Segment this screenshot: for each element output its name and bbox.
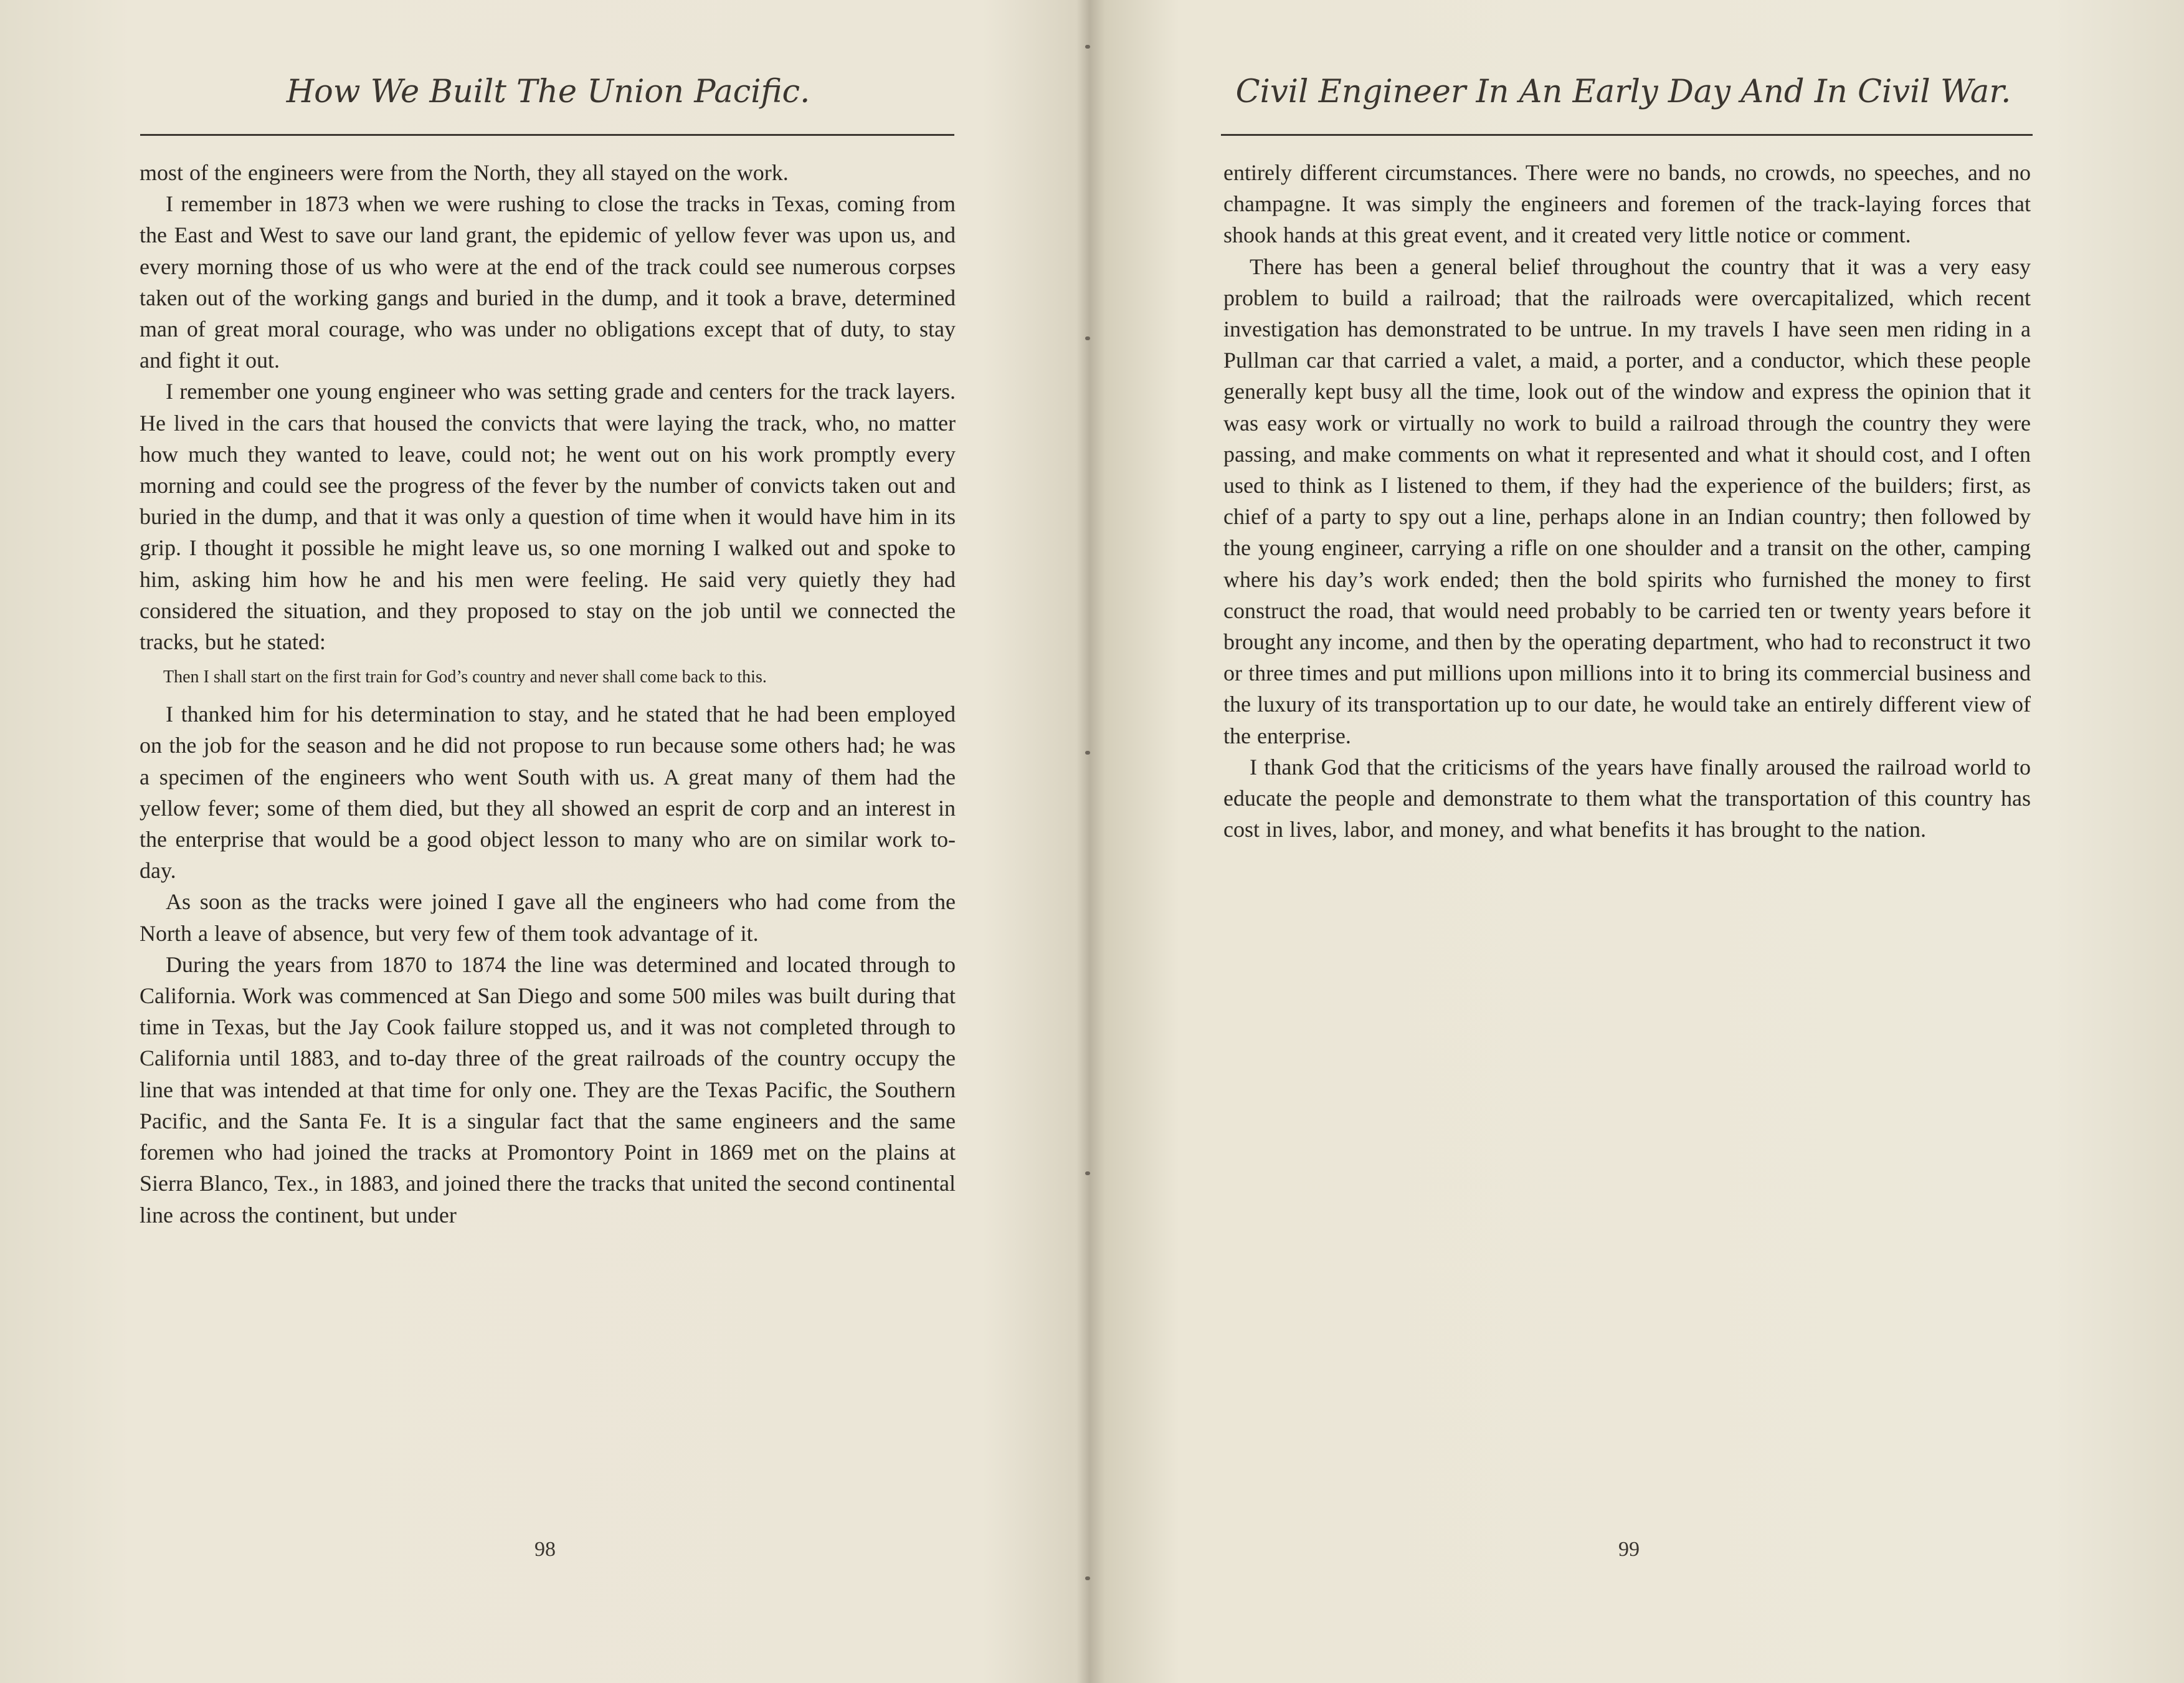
paragraph: During the years from 1870 to 1874 the line was determined and located through to California. Work was commenced at San Diego and some 500 miles was built during that time in Texas, but the Jay Cook failure stopped us, and it was not completed through to California until 1883, and to-day three of the great railroads of the country occupy the line that was intended at that time for only one. They are the Texas Pacific, the Southern Pacific, and the Santa Fe. It is a singular fact that the same engineers and the same foremen who had joined the tracks at Promontory Point in 1869 met on the plains at Sierra Blanco, Tex., in 1883, and joined there the tracks that united the second continental line across the continent, but under bbox=[140, 951, 956, 1228]
paragraph: I remember one young engineer who was setting grade and centers for the track layers. He lived in the cars that housed the convicts that were laying the track, who, no matter how much they wanted to leave, could not; he went out on his work promptly every morning and could see the progress of the fever by the number of convicts taken out and buried in the dump, and that it was only a question of time when it would have him in its grip. I thought it possible he might leave us, so one morning I walked out and spoke to him, asking him how he and his men were feeling. He said very quietly they had considered the situation, and they proposed to stay on the job until we connected the tracks, but he stated: bbox=[140, 379, 956, 655]
paragraph: I thanked him for his determination to stay, and he stated that he had been employed on the job for the season and he did not propose to run because some others had; he was a specimen of the engineers who went South with us. A great many of them had the yellow fever; some of them died, but they all showed an esprit de corp and an interest in the enterprise that would be a good object lesson to many who are on similar work to-day. bbox=[140, 702, 956, 884]
paragraph: most of the engineers were from the North, they all stayed on the work. bbox=[140, 160, 789, 185]
left-body-text bbox=[140, 157, 956, 1231]
left-page bbox=[0, 0, 1084, 1683]
paragraph: entirely different circumstances. There were no bands, no crowds, no speeches, and no champagne. It was simply the engineers and foremen of the track-laying forces that shook hands at this great event, and it created very little notice or comment. bbox=[1223, 160, 2031, 248]
left-page-number: 98 bbox=[534, 1538, 556, 1561]
block-quote: Then I shall start on the first train for God’s country and never shall come back to this. bbox=[163, 667, 767, 687]
paragraph: I thank God that the criticisms of the years have finally aroused the railroad world to educate the people and demonstrate to them what the transportation of this country has cost in lives, labor, and money, and what benefits it has brought to the nation. bbox=[1223, 754, 2031, 842]
paragraph: There has been a general belief throughout the country that it was a very easy problem to build a railroad; that the railroads were overcapitalized, which recent investigation has demonstrated to be untrue. In my travels I have seen men riding in a Pullman car that carried a valet, a maid, a porter, and a conductor, which these people generally kept busy all the time, look out of the window and express the opinion that it was easy work or virtually no work to build a railroad through the country they were passing, and make comments on what it represented and what it should cost, and I often used to think as I listened to them, if they had the experience of the builders; first, as chief of a party to spy out a line, perhaps alone in an Indian country; then followed by the young engineer, carrying a rifle on one shoulder and a transit on the other, camping where his day’s work ended; then the bold spirits who furnished the money to first construct the road, that would need probably to be carried ten or twenty years before it brought any income, and then by the operating department, who had to reconstruct it two or three times and put millions upon millions into it to bring its commercial business and the luxury of its transportation up to our date, he would take an entirely different view of the enterprise. bbox=[1223, 254, 2031, 748]
right-header-rule bbox=[1221, 134, 2033, 136]
paragraph: As soon as the tracks were joined I gave all the engineers who had come from the North a leave of absence, but very few of them took advantage of it. bbox=[140, 889, 956, 946]
right-page bbox=[1094, 0, 2184, 1683]
left-header-rule bbox=[140, 134, 954, 136]
left-running-head: How We Built The Union Pacific. bbox=[286, 74, 810, 110]
right-running-head: Civil Engineer In An Early Day And In Civil War. bbox=[1235, 74, 2011, 110]
right-body-text bbox=[1223, 157, 2031, 845]
right-page-number: 99 bbox=[1618, 1538, 1640, 1561]
paragraph: I remember in 1873 when we were rushing to close the tracks in Texas, coming from the East and West to save our land grant, the epidemic of yellow fever was upon us, and every morning those of us who were at the end of the track could see numerous corpses taken out of the working gangs and buried in the dump, and it took a brave, determined man of great moral courage, who was under no obligations except that of duty, to stay and fight it out. bbox=[140, 191, 956, 373]
